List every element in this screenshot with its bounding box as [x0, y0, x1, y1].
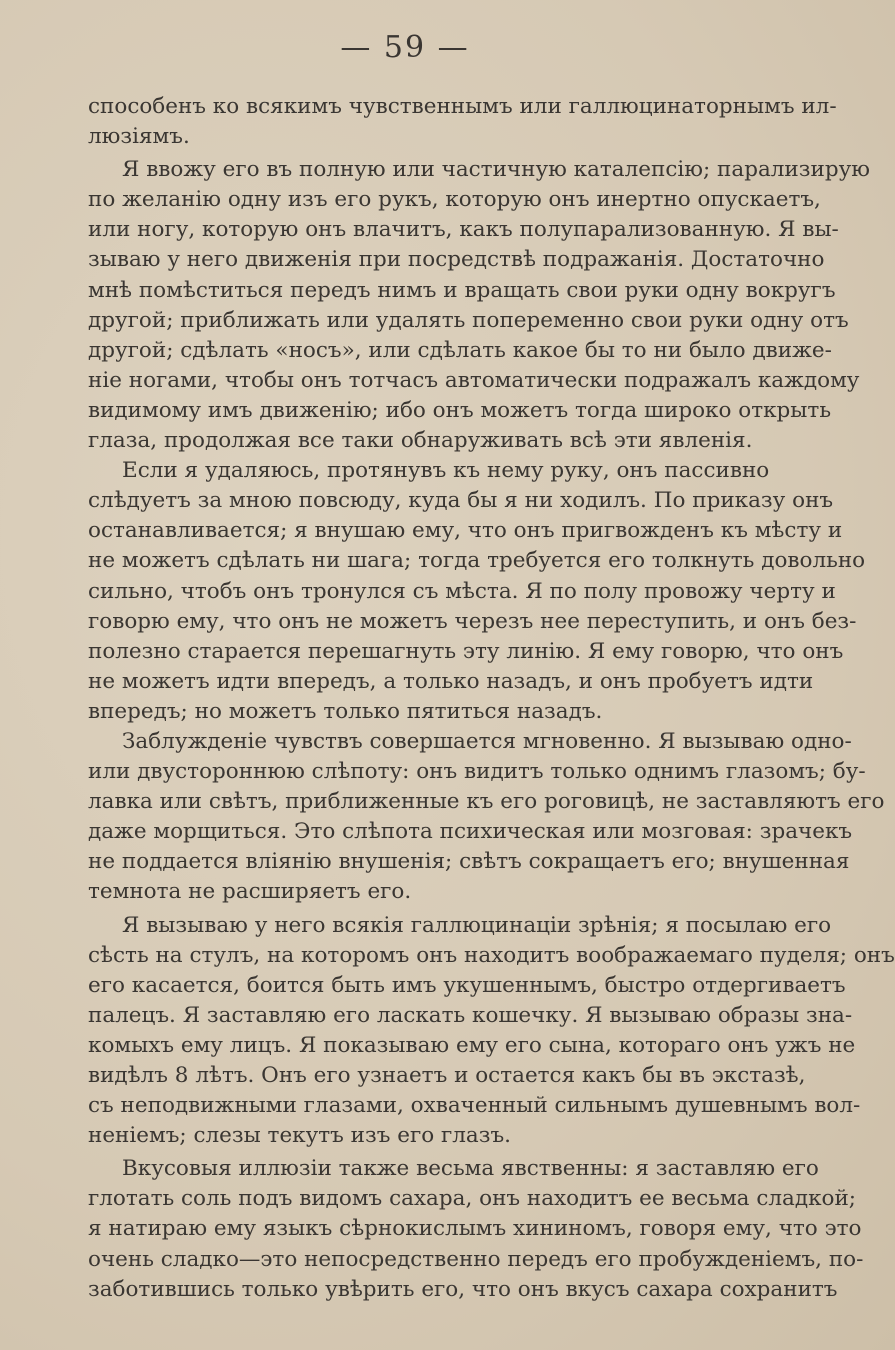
text-line: или ногу, которую онъ влачитъ, какъ полупарализованную. Я вы-	[88, 217, 839, 243]
text-line: впередъ; но можетъ только пятиться назадъ.	[88, 698, 603, 724]
text-line: глаза, продолжая все таки обнаруживать всѣ эти явленія.	[88, 428, 753, 454]
text-line: очень сладко—это непосредственно передъ его пробужденіемъ, по-	[88, 1246, 864, 1272]
text-line: палецъ. Я заставляю его ласкать кошечку. Я вызываю образы зна-	[88, 1002, 853, 1028]
text-line: другой; сдѣлать «носъ», или сдѣлать какое бы то ни было движе-	[88, 337, 832, 363]
text-line: слѣдуетъ за мною повсюду, куда бы я ни ходилъ. По приказу онъ	[88, 488, 834, 514]
text-line: неніемъ; слезы текутъ изъ его глазъ.	[88, 1123, 511, 1149]
text-line: не поддается вліянію внушенія; свѣтъ сокращаетъ его; внушенная	[88, 849, 850, 875]
text-line: останавливается; я внушаю ему, что онъ пригвожденъ къ мѣсту и	[88, 518, 843, 544]
text-line: я натираю ему языкъ сѣрнокислымъ хининомъ, говоря ему, что это	[88, 1216, 862, 1242]
text-line: или двустороннюю слѣпоту: онъ видитъ только однимъ глазомъ; бу-	[88, 759, 866, 785]
text-line: ніе ногами, чтобы онъ тотчасъ автоматически подражалъ каждому	[88, 367, 860, 393]
text-line: не можетъ сдѣлать ни шага; тогда требуется его толкнуть довольно	[88, 548, 866, 574]
text-line: комыхъ ему лицъ. Я показываю ему его сына, котораго онъ ужъ не	[88, 1032, 856, 1058]
text-line: сѣсть на стулъ, на которомъ онъ находитъ воображаемаго пуделя; онъ	[88, 942, 895, 968]
text-line: способенъ ко всякимъ чувственнымъ или галлюцинаторнымъ ил-	[88, 94, 837, 119]
text-line: Заблужденіе чувствъ совершается мгновенно. Я вызываю одно-	[122, 728, 852, 754]
page-number: — 59 —	[340, 30, 470, 65]
text-line: Я вызываю у него всякія галлюцинаціи зрѣнія; я посылаю его	[122, 912, 832, 938]
text-line: мнѣ помѣститься передъ нимъ и вращать свои руки одну вокругъ	[88, 277, 836, 303]
text-line: глотать соль подъ видомъ сахара, онъ находитъ ее весьма сладкой;	[88, 1186, 857, 1212]
text-line: видимому имъ движенію; ибо онъ можетъ тогда широко открыть	[88, 397, 832, 423]
text-line: его касается, боится быть имъ укушеннымъ, быстро отдергиваетъ	[88, 972, 846, 998]
text-line: говорю ему, что онъ не можетъ черезъ нее переступить, и онъ без-	[88, 608, 857, 634]
text-line: полезно старается перешагнуть эту линію. Я ему говорю, что онъ	[88, 638, 844, 664]
text-line: Если я удаляюсь, протянувъ къ нему руку, онъ пассивно	[122, 458, 770, 484]
text-line: видѣлъ 8 лѣтъ. Онъ его узнаетъ и остается какъ бы въ экстазѣ,	[88, 1063, 806, 1088]
text-line: съ неподвижными глазами, охваченный сильнымъ душевнымъ вол-	[88, 1093, 861, 1119]
text-line: даже морщиться. Это слѣпота психическая или мозговая: зрачекъ	[88, 819, 853, 845]
text-line: не можетъ идти впередъ, а только назадъ, и онъ пробуетъ идти	[88, 668, 814, 694]
text-line: темнота не расширяетъ его.	[88, 879, 412, 905]
text-line: Я ввожу его въ полную или частичную каталепсію; парализирую	[122, 157, 870, 183]
text-line: другой; приближать или удалять попеременно свои руки одну отъ	[88, 307, 849, 333]
text-line: по желанію одну изъ его рукъ, которую онъ инертно опускаетъ,	[88, 187, 821, 213]
text-line: лавка или свѣтъ, приближенные къ его роговицѣ, не заставляютъ его	[88, 789, 885, 815]
text-line: зываю у него движенія при посредствѣ подражанія. Достаточно	[88, 247, 825, 273]
text-line: Вкусовыя иллюзіи также весьма явственны: я заставляю его	[122, 1156, 819, 1182]
text-line: сильно, чтобъ онъ тронулся съ мѣста. Я по полу провожу черту и	[88, 578, 836, 604]
body-text	[88, 92, 895, 1305]
text-line: люзіямъ.	[88, 124, 190, 150]
text-line: заботившись только увѣрить его, что онъ вкусъ сахара сохранитъ	[88, 1276, 838, 1302]
